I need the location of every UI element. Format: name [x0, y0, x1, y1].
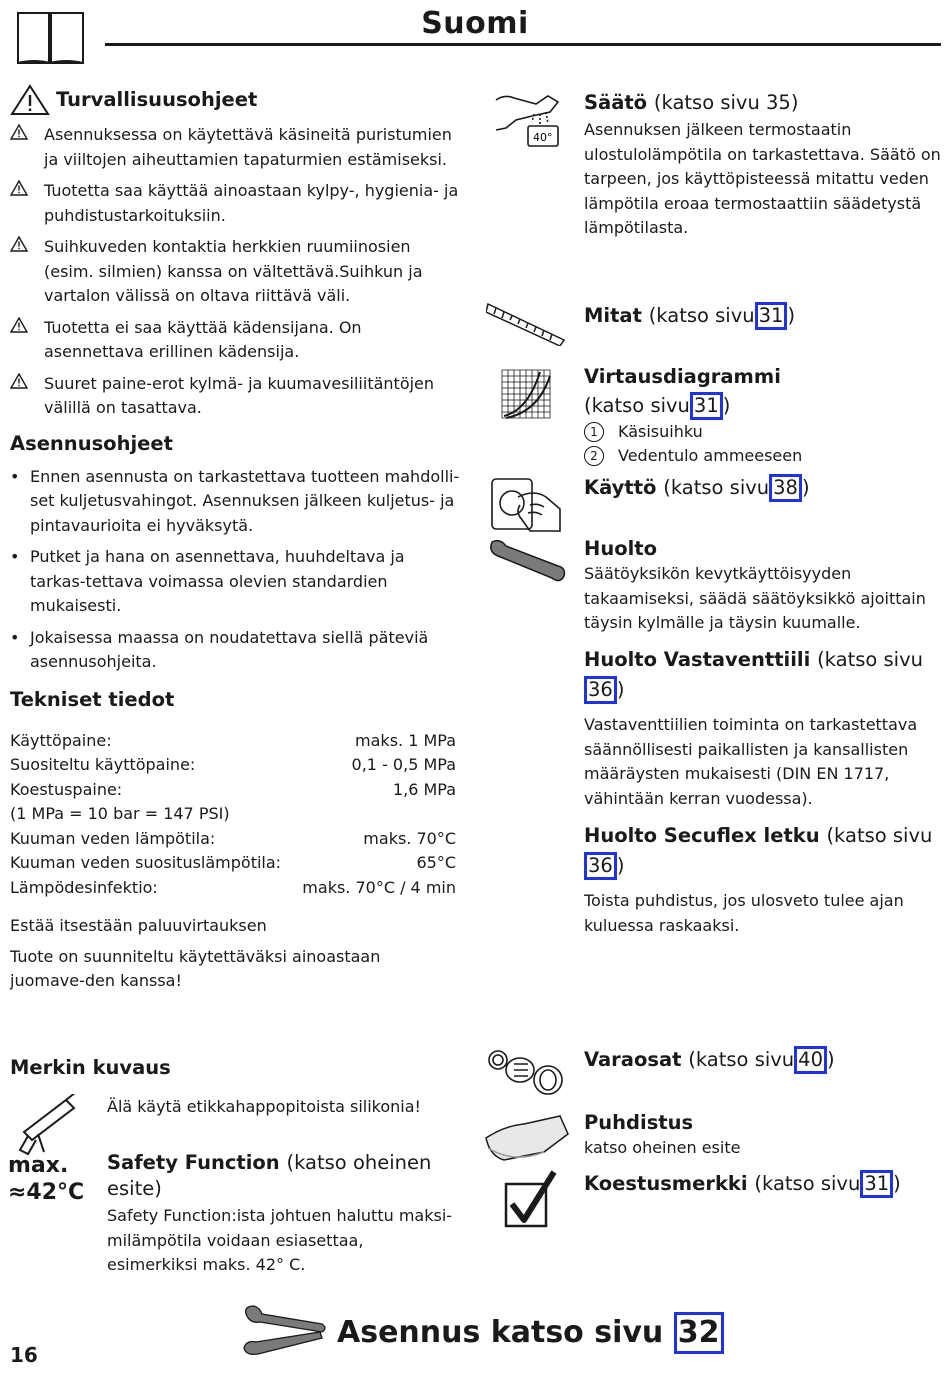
flow-legend-label: Käsisuihku — [618, 422, 703, 441]
testmark-ref-suffix: ) — [893, 1172, 901, 1195]
spec-row — [10, 876, 456, 901]
dimensions-page-link[interactable]: 31 — [755, 302, 788, 330]
tools-icon — [242, 1304, 328, 1360]
testmark-heading — [584, 1170, 944, 1198]
spec-label: Koestuspaine: — [10, 779, 123, 799]
testmark-page-link[interactable]: 31 — [860, 1170, 893, 1198]
drinking-water-note: Tuote on suunniteltu käytettäväksi ainoastaan juomave-den kanssa! — [10, 946, 381, 990]
safety-title: Turvallisuusohjeet — [56, 88, 258, 111]
cleaning-heading: Puhdistus — [584, 1111, 694, 1134]
adjust-text: Asennuksen jälkeen termostaatin ulostulolämpötila on tarkastettava. Säätö on tarpeen, jos käyttöpisteessä mitattu veden lämpötila eroaa termostaattiin säädetystä lämpötilasta. — [584, 120, 941, 237]
checkmark-box-icon — [502, 1170, 562, 1230]
thermostat-display: 40° — [533, 131, 553, 144]
flow-legend-item — [584, 444, 944, 468]
spec-row — [10, 802, 456, 827]
warning-icon — [10, 123, 44, 172]
install-item — [10, 545, 460, 619]
adjust-ref: (katso sivu 35) — [653, 91, 799, 114]
operation-ref-prefix: (katso sivu — [663, 476, 770, 499]
dimensions-block — [584, 302, 944, 330]
flow-diagram-icon — [498, 366, 554, 422]
safety-item-text: Asennuksessa on käytettävä käsineitä puristumien ja viiltojen aiheuttamien tapaturmien estämiseksi. — [44, 125, 452, 169]
spec-row — [10, 851, 456, 876]
adjust-heading — [584, 90, 944, 116]
operation-ref-suffix: ) — [801, 476, 810, 499]
max-temp-label — [8, 1152, 84, 1206]
spec-row — [10, 729, 456, 754]
operation-title: Käyttö — [584, 476, 657, 499]
safety-item-text: Tuotetta ei saa käyttää kädensijana. On asennettava erillinen kädensija. — [44, 317, 362, 361]
safety-item — [10, 123, 460, 172]
flow-legend-label: Vedentulo ammeeseen — [618, 446, 803, 465]
spec-row — [10, 827, 456, 852]
adjust-title: Säätö — [584, 91, 648, 114]
spec-label: Kuuman veden lämpötila: — [10, 828, 216, 848]
page-title: Suomi — [421, 6, 529, 41]
max-temp-value: ≈42°C — [8, 1180, 85, 1205]
dimensions-heading — [584, 302, 944, 330]
flow-ref — [584, 392, 944, 420]
cleaning-hand-icon — [484, 1108, 570, 1164]
parts-heading — [584, 1046, 944, 1074]
safety-item — [10, 179, 460, 228]
hose-ref-prefix: (katso sivu — [826, 824, 933, 847]
safety-heading — [10, 84, 460, 116]
flow-ref-suffix: ) — [722, 394, 731, 417]
valve-ref-suffix: ) — [616, 678, 625, 701]
parts-title: Varaosat — [584, 1048, 682, 1071]
tech-table — [10, 729, 456, 901]
wrench-icon — [486, 538, 568, 584]
thermostat-adjust-icon — [492, 90, 567, 150]
testmark-block — [584, 1170, 944, 1198]
title-rule — [105, 43, 941, 46]
spec-label: Lämpödesinfektio: — [10, 877, 158, 897]
install-item-text: Jokaisessa maassa on noudatettava siellä päteviä asennusohjeita. — [30, 627, 429, 671]
spec-value: maks. 70°C — [363, 828, 456, 848]
service-text: Säätöyksikön kevytkäyttöisyyden takaamiseksi, säädä säätöyksikkö ajoittain täysin kylmälle ja täysin kuumalle. — [584, 564, 926, 632]
tech-heading: Tekniset tiedot — [10, 687, 175, 711]
spec-label: Kuuman veden suosituslämpötila: — [10, 853, 282, 872]
install-item — [10, 465, 460, 539]
valve-block — [584, 645, 944, 811]
hand-operation-icon — [490, 475, 562, 533]
hose-heading — [584, 821, 944, 881]
hose-ref-suffix: ) — [616, 854, 625, 877]
install-reference-text: Asennus katso sivu — [337, 1315, 664, 1350]
install-list — [10, 465, 460, 675]
circled-number: 1 — [584, 422, 604, 442]
spec-value: 0,1 - 0,5 MPa — [351, 755, 456, 774]
valve-page-link[interactable]: 36 — [584, 676, 617, 704]
dimensions-title: Mitat — [584, 304, 642, 327]
flow-legend — [584, 420, 944, 468]
hose-page-link[interactable]: 36 — [584, 852, 617, 880]
hose-title: Huolto Secuflex letku — [584, 824, 820, 847]
spec-value: maks. 70°C / 4 min — [302, 877, 456, 897]
flow-ref-prefix: (katso sivu — [584, 394, 690, 417]
symbols-heading: Merkin kuvaus — [10, 1056, 171, 1079]
safety-item — [10, 235, 460, 309]
spec-label: (1 MPa = 10 bar = 147 PSI) — [10, 804, 230, 823]
flow-legend-item — [584, 420, 944, 444]
valve-heading — [584, 645, 944, 705]
bullet-icon: • — [10, 547, 20, 566]
safety-item-text: Suihkuveden kontaktia herkkien ruumiinosien (esim. silmien) kanssa on vältettävä.Suihkun ja vartalon välissä on oltava riittävä väli. — [44, 237, 423, 305]
bullet-icon: • — [10, 627, 20, 647]
valve-title: Huolto Vastaventtiili — [584, 648, 811, 671]
warning-icon — [10, 235, 44, 309]
safety-function-title: Safety Function — [107, 1151, 280, 1174]
install-reference — [337, 1312, 724, 1354]
install-page-link[interactable]: 32 — [674, 1312, 724, 1354]
safety-item-text: Tuotetta saa käyttää ainoastaan kylpy-, hygienia- ja puhdistustarkoituksiin. — [44, 181, 459, 225]
operation-heading — [584, 474, 944, 502]
install-item-text: Ennen asennusta on tarkastettava tuotteen mahdolli-set kuljetusvahingot. Asennuksen jälkeen kuljetus- ja pintavaurioita ei hyväksytä. — [30, 466, 460, 535]
testmark-title: Koestusmerkki — [584, 1172, 748, 1195]
max-label: max. — [8, 1153, 69, 1178]
silicone-warning: Älä käytä etikkahappopitoista silikonia! — [107, 1097, 421, 1116]
hose-block — [584, 821, 944, 938]
operation-block — [584, 474, 944, 502]
service-heading: Huolto — [584, 537, 658, 560]
spec-value: 65°C — [416, 853, 456, 872]
warning-icon — [10, 316, 44, 365]
valve-ref-prefix: (katso sivu — [817, 648, 923, 671]
safety-list — [10, 123, 460, 421]
spec-value: maks. 1 MPa — [355, 730, 456, 750]
install-item-text: Putket ja hana on asennettava, huuhdeltava ja tarkas-tettava voimassa olevien standardien mukaisesti. — [30, 547, 405, 615]
dimensions-ref-prefix: (katso sivu — [648, 304, 755, 327]
safety-function-text: Safety Function:ista johtuen haluttu maksi-milämpötila voidaan esiasettaa, esimerkiksi maks. 42° C. — [107, 1206, 453, 1274]
install-item — [10, 626, 460, 675]
operation-page-link[interactable]: 38 — [769, 474, 802, 502]
ruler-icon — [486, 300, 566, 346]
bullet-icon: • — [10, 466, 20, 486]
warning-icon — [10, 372, 44, 421]
testmark-ref-prefix: (katso sivu — [754, 1172, 861, 1195]
parts-ref-prefix: (katso sivu — [688, 1048, 795, 1071]
install-heading: Asennusohjeet — [10, 431, 173, 455]
service-block — [584, 536, 944, 636]
hose-text: Toista puhdistus, jos ulosveto tulee ajan kuluessa raskaaksi. — [584, 891, 904, 935]
circled-number: 2 — [584, 446, 604, 466]
dimensions-ref-suffix: ) — [787, 304, 796, 327]
left-column — [10, 84, 460, 994]
safety-item — [10, 316, 460, 365]
valve-text: Vastaventtiilien toiminta on tarkastettava säännöllisesti paikallisten ja kansallisten määräysten mukaisesti (DIN EN 1717, vähintään kerran vuodessa). — [584, 715, 918, 808]
adjust-block — [584, 90, 944, 241]
warning-icon — [10, 84, 50, 116]
parts-ref-suffix: ) — [827, 1048, 835, 1071]
spec-label: Käyttöpaine: — [10, 730, 112, 750]
warning-icon — [10, 179, 44, 228]
safety-function-ref: (katso oheinen esite) — [107, 1151, 432, 1200]
spec-row — [10, 753, 456, 778]
spare-parts-icon — [486, 1046, 570, 1098]
flow-block — [584, 364, 944, 468]
spec-row — [10, 778, 456, 803]
flow-page-link[interactable]: 31 — [690, 392, 723, 420]
flow-heading: Virtausdiagrammi — [584, 365, 781, 388]
cleaning-text: katso oheinen esite — [584, 1138, 741, 1157]
safety-function-block — [107, 1150, 457, 1278]
safety-function-heading — [107, 1150, 457, 1202]
safety-item — [10, 372, 460, 421]
parts-block — [584, 1046, 944, 1074]
parts-page-link[interactable]: 40 — [794, 1046, 827, 1074]
page-number: 16 — [10, 1343, 38, 1367]
safety-item-text: Suuret paine-erot kylmä- ja kuumavesiliitäntöjen välillä on tasattava. — [44, 373, 435, 417]
spec-label: Suositeltu käyttöpaine: — [10, 755, 196, 774]
spec-value: 1,6 MPa — [392, 779, 456, 799]
silicone-gun-icon — [14, 1094, 80, 1156]
backflow-note: Estää itsestään paluuvirtauksen — [10, 916, 267, 935]
cleaning-block — [584, 1110, 944, 1161]
